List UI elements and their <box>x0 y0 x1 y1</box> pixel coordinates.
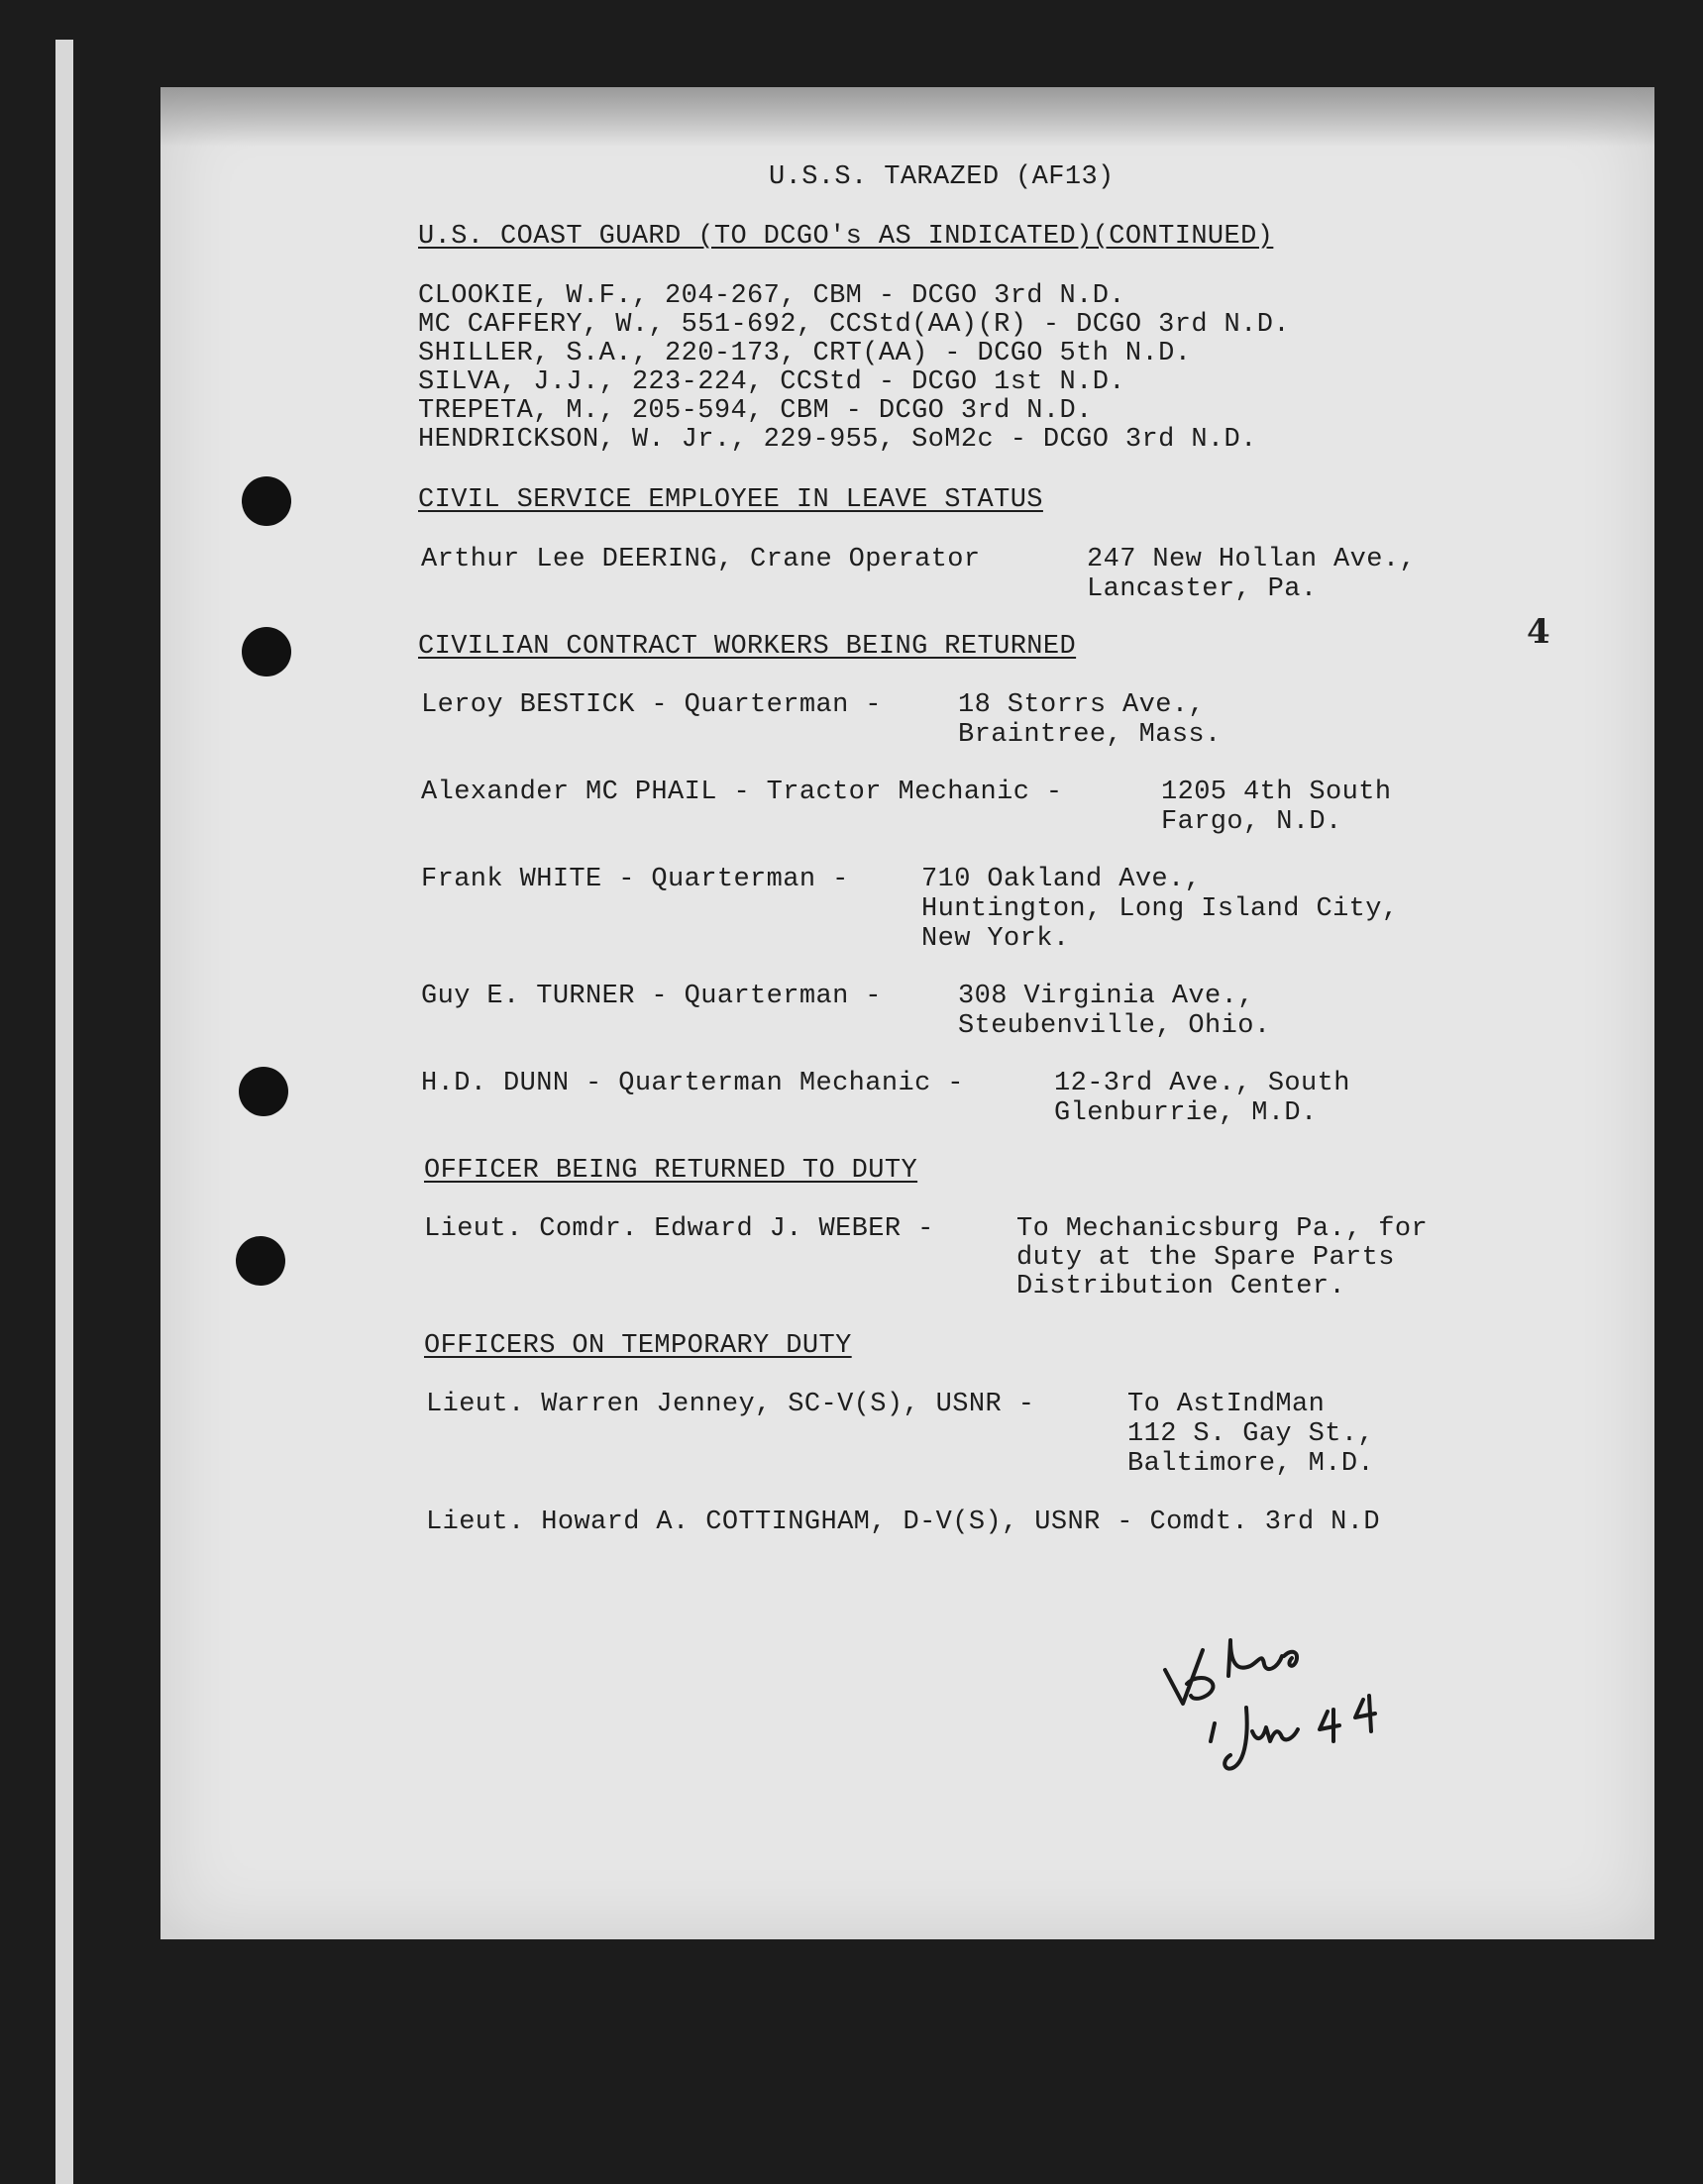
officers-temp-destination: Baltimore, M.D. <box>1127 1449 1375 1479</box>
film-edge-strip <box>55 40 73 2184</box>
civil-service-entry: Arthur Lee DEERING, Crane Operator <box>421 545 981 574</box>
punch-hole <box>242 476 291 526</box>
civilian-workers-heading: CIVILIAN CONTRACT WORKERS BEING RETURNED <box>418 632 1077 662</box>
officers-temp-entry: Lieut. Warren Jenney, SC-V(S), USNR - <box>426 1390 1035 1419</box>
handwritten-signature <box>1151 1593 1409 1791</box>
worker-entry: Frank WHITE - Quarterman - <box>421 865 849 894</box>
officers-temp-heading: OFFICERS ON TEMPORARY DUTY <box>424 1331 852 1361</box>
civil-service-address: Lancaster, Pa. <box>1087 574 1318 604</box>
worker-address: New York. <box>921 924 1070 954</box>
worker-address: Braintree, Mass. <box>958 720 1222 750</box>
worker-address: 1205 4th South <box>1161 778 1392 807</box>
officer-returned-destination: To Mechanicsburg Pa., for <box>1016 1214 1429 1244</box>
worker-address: Glenburrie, M.D. <box>1054 1098 1318 1128</box>
coast-guard-entry: MC CAFFERY, W., 551-692, CCStd(AA)(R) - DCGO 3rd N.D. <box>418 310 1290 340</box>
worker-address: 308 Virginia Ave., <box>958 982 1254 1011</box>
coast-guard-heading: U.S. COAST GUARD (TO DCGO's AS INDICATED)(CONTINUED) <box>418 222 1274 252</box>
worker-address: Fargo, N.D. <box>1161 807 1342 837</box>
coast-guard-entry: HENDRICKSON, W. Jr., 229-955, SoM2c - DCGO 3rd N.D. <box>418 425 1257 455</box>
officers-temp-destination: To AstIndMan <box>1127 1390 1326 1419</box>
civil-service-address: 247 New Hollan Ave., <box>1087 545 1417 574</box>
officer-returned-entry: Lieut. Comdr. Edward J. WEBER - <box>424 1214 934 1244</box>
worker-entry: Guy E. TURNER - Quarterman - <box>421 982 882 1011</box>
officers-temp-entry: Lieut. Howard A. COTTINGHAM, D-V(S), USNR - Comdt. 3rd N.D <box>426 1508 1380 1537</box>
worker-address: 12-3rd Ave., South <box>1054 1069 1350 1098</box>
coast-guard-entry: SHILLER, S.A., 220-173, CRT(AA) - DCGO 5th N.D. <box>418 339 1192 368</box>
worker-address: 18 Storrs Ave., <box>958 690 1206 720</box>
officer-returned-destination: Distribution Center. <box>1016 1272 1346 1301</box>
coast-guard-entry: CLOOKIE, W.F., 204-267, CBM - DCGO 3rd N.D. <box>418 281 1125 311</box>
worker-entry: Leroy BESTICK - Quarterman - <box>421 690 882 720</box>
civil-service-heading: CIVIL SERVICE EMPLOYEE IN LEAVE STATUS <box>418 485 1043 515</box>
page-number: 4 <box>1527 612 1550 652</box>
page-top-shadow <box>160 87 1654 147</box>
punch-hole <box>236 1236 285 1286</box>
document-page <box>160 87 1654 1939</box>
worker-address: Huntington, Long Island City, <box>921 894 1399 924</box>
document-title: U.S.S. TARAZED (AF13) <box>769 162 1115 192</box>
punch-hole <box>242 627 291 676</box>
officer-returned-destination: duty at the Spare Parts <box>1016 1243 1395 1273</box>
officer-returned-heading: OFFICER BEING RETURNED TO DUTY <box>424 1156 918 1186</box>
worker-address: Steubenville, Ohio. <box>958 1011 1271 1041</box>
officers-temp-destination: 112 S. Gay St., <box>1127 1419 1375 1449</box>
worker-entry: Alexander MC PHAIL - Tractor Mechanic - <box>421 778 1063 807</box>
coast-guard-entry: TREPETA, M., 205-594, CBM - DCGO 3rd N.D. <box>418 396 1093 426</box>
worker-entry: H.D. DUNN - Quarterman Mechanic - <box>421 1069 964 1098</box>
worker-address: 710 Oakland Ave., <box>921 865 1202 894</box>
coast-guard-entry: SILVA, J.J., 223-224, CCStd - DCGO 1st N.D. <box>418 367 1125 397</box>
punch-hole <box>239 1067 288 1116</box>
